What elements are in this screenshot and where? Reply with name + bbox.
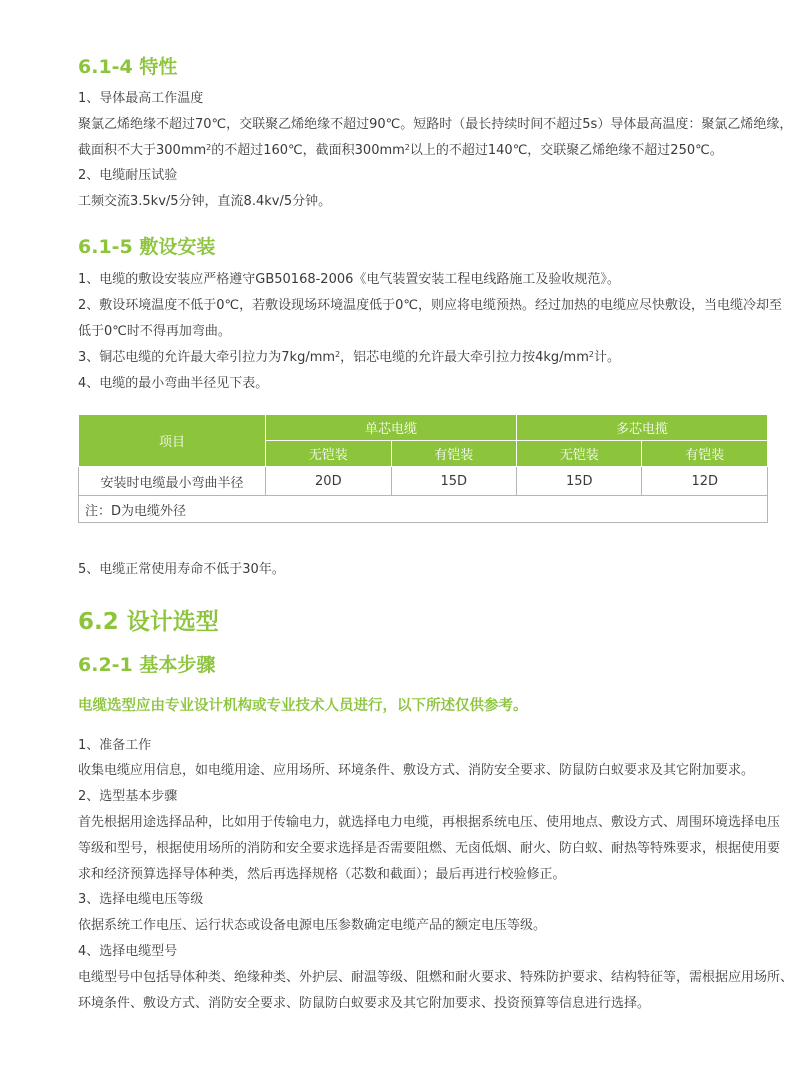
header-unarmored: 无铠装 [517, 441, 642, 467]
paragraph-line: 聚氯乙烯绝缘不超过70℃，交联聚乙烯绝缘不超过90℃。短路时（最长持续时间不超过5s）导体最高温度：聚氯乙烯绝缘， [78, 117, 793, 132]
paragraph-line: 电缆型号中包括导体种类、绝缘种类、外护层、耐温等级、阻燃和耐火要求、特殊防护要求、结构特征等，需根据应用场所、 [78, 970, 794, 985]
table-note-row [79, 496, 768, 523]
table-cell: 15D [391, 467, 516, 496]
paragraph-line: 收集电缆应用信息，如电缆用途、应用场所、环境条件、敷设方式、消防安全要求、防鼠防白蚁要求及其它附加要求。 [78, 763, 755, 778]
header-armored: 有铠装 [642, 441, 768, 467]
header-item: 项目 [79, 415, 266, 467]
intro-note: 电缆选型应由专业设计机构或专业技术人员进行，以下所述仅供参考。 [78, 698, 528, 714]
table-cell: 15D [517, 467, 642, 496]
paragraph-line: 求和经济预算选择导体种类，然后再选择规格（芯数和截面）；最后再进行校验修正。 [78, 867, 566, 882]
paragraph-line: 5、电缆正常使用寿命不低于30年。 [78, 562, 285, 577]
paragraph-line: 4、电缆的最小弯曲半径见下表。 [78, 376, 269, 391]
paragraph-line: 低于0℃时不得再加弯曲。 [78, 324, 231, 339]
item-title: 1、导体最高工作温度 [78, 91, 204, 106]
paragraph-line: 等级和型号，根据使用场所的消防和安全要求选择是否需要阻燃、无卤低烟、耐火、防白蚁、耐热等特殊要求，根据使用要 [78, 841, 781, 856]
paragraph-line: 依据系统工作电压、运行状态或设备电源电压参数确定电缆产品的额定电压等级。 [78, 918, 547, 933]
paragraph-line: 2、敷设环境温度不低于0℃，若敷设现场环境温度低于0℃，则应将电缆预热。经过加热的电缆应尽快敷设，当电缆冷却至 [78, 298, 783, 313]
item-title: 2、选型基本步骤 [78, 789, 178, 804]
header-multi-core: 多芯电揽 [517, 415, 768, 441]
paragraph-line: 环境条件、敷设方式、消防安全要求、防鼠防白蚁要求及其它附加要求、投资预算等信息进行选择。 [78, 996, 651, 1011]
text-run: ，铝芯电缆的允许最大牵引拉力按4kg/mm [340, 350, 589, 365]
table-note: 注：D为电缆外径 [79, 496, 768, 523]
header-armored: 有铠装 [391, 441, 516, 467]
paragraph-line: 工频交流3.5kv/5分钟，直流8.4kv/5分钟。 [78, 194, 332, 209]
item-title: 2、电缆耐压试验 [78, 168, 178, 183]
text-run: 的不超过160℃，截面积300mm [211, 143, 405, 158]
section-heading-6-1-5: 6.1-5 敷设安装 [78, 236, 216, 258]
paragraph-line [78, 142, 778, 160]
table-row [79, 467, 768, 496]
item-title: 1、准备工作 [78, 738, 152, 753]
section-heading-6-2-1: 6.2-1 基本步骤 [78, 654, 216, 676]
superscript: 2 [404, 143, 410, 152]
item-title: 4、选择电缆型号 [78, 944, 178, 959]
paragraph-line: 首先根据用途选择品种，比如用于传输电力，就选择电力电缆，再根据系统电压、使用地点、敷设方式、周围环境选择电压 [78, 815, 781, 830]
superscript: 2 [335, 350, 341, 359]
text-run: 3、铜芯电缆的允许最大牵引拉力为7kg/mm [78, 350, 336, 365]
paragraph-line: 1、电缆的敷设安装应严格遵守GB50168-2006《电气装置安装工程电线路施工及验收规范》。 [78, 272, 620, 287]
item-title: 3、选择电缆电压等级 [78, 892, 204, 907]
superscript: 2 [206, 143, 212, 152]
table-cell: 20D [266, 467, 391, 496]
table-header-row [79, 415, 768, 441]
section-heading-6-2: 6.2 设计选型 [78, 609, 219, 635]
bending-radius-table [78, 414, 768, 523]
table-cell: 12D [642, 467, 768, 496]
paragraph-line [78, 349, 778, 367]
text-run: 计。 [593, 350, 620, 365]
row-label: 安装时电缆最小弯曲半径 [79, 467, 266, 496]
header-unarmored: 无铠装 [266, 441, 391, 467]
superscript: 2 [588, 350, 594, 359]
header-single-core: 单芯电缆 [266, 415, 517, 441]
text-run: 以上的不超过140℃，交联聚乙烯绝缘不超过250℃。 [409, 143, 723, 158]
text-run: 截面积不大于300mm [78, 143, 207, 158]
section-heading-6-1-4: 6.1-4 特性 [78, 56, 178, 78]
